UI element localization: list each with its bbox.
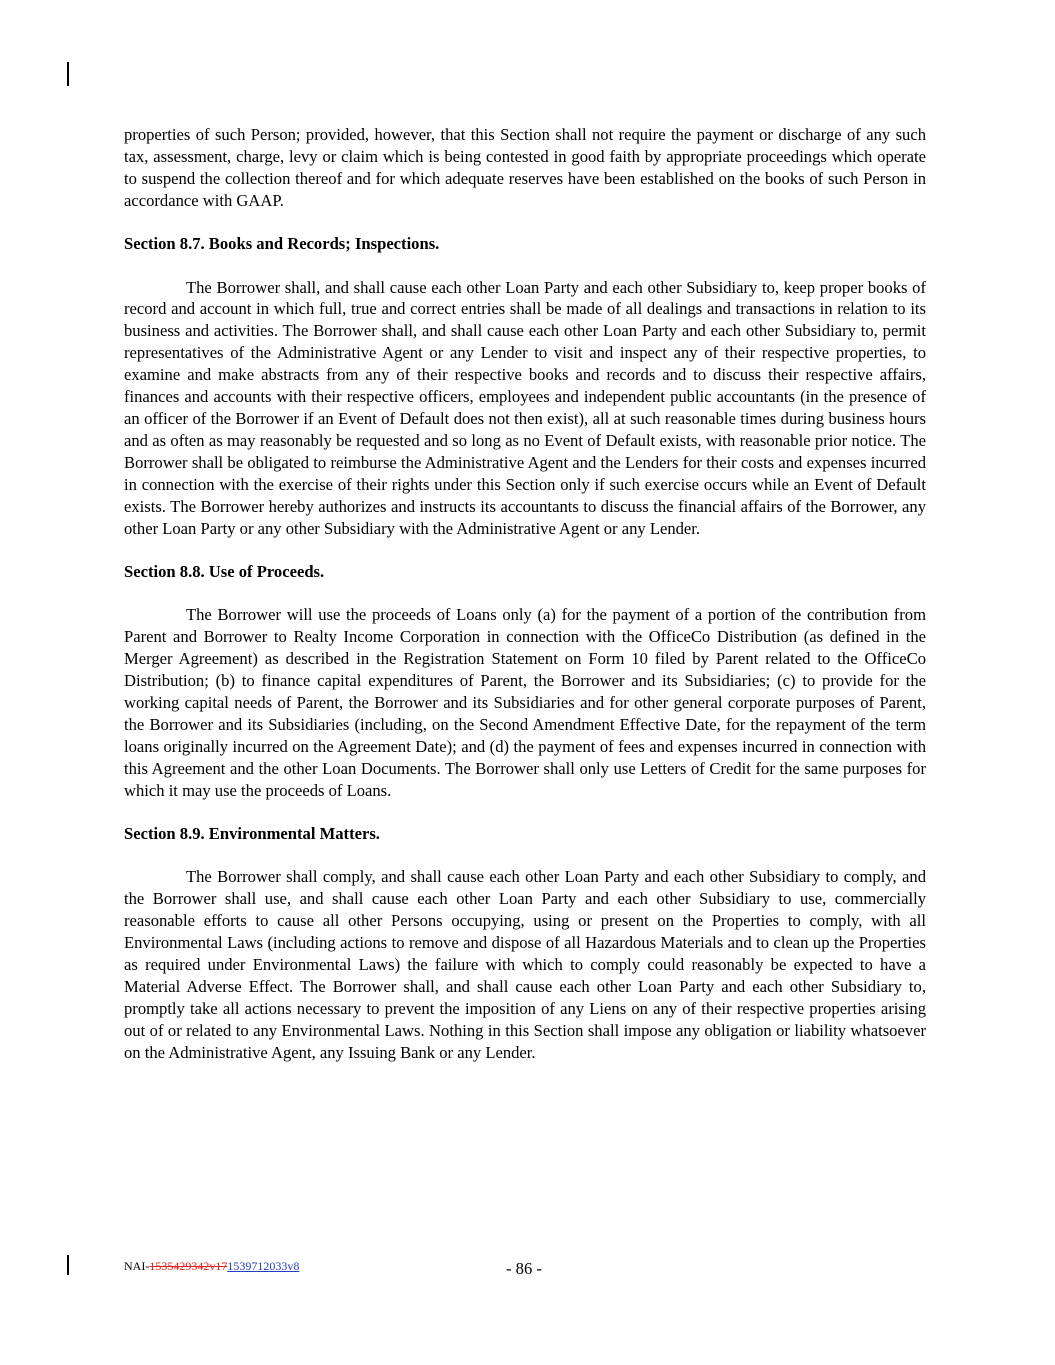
section-heading-8-9: Section 8.9. Environmental Matters. xyxy=(124,823,380,843)
page-number: - 86 - xyxy=(506,1259,542,1278)
section-heading-8-8: Section 8.8. Use of Proceeds. xyxy=(124,561,325,581)
paragraph-continuation: properties of such Person; provided, however, that this Section shall not require the payment or discharge of any such tax, assessment, charge, levy or claim which is being contested in good faith by appropriate proceedings which operate to suspend the collection thereof and for which adequate reserves have been established on the books of such Person in accordance with GAAP. xyxy=(124,125,926,210)
section-body-8-8: The Borrower will use the proceeds of Loans only (a) for the payment of a portion of the contribution from Parent and Borrower to Realty Income Corporation in connection with the OfficeCo Distribution (as defined in the Merger Agreement) as described in the Registration Statement on Form 10 filed by Parent related to the OfficeCo Distribution; (b) to finance capital expenditures of Parent, the Borrower and its Subsidiaries; (c) to provide for the working capital needs of Parent, the Borrower and its Subsidiaries and for other general corporate purposes of Parent, the Borrower and its Subsidiaries (including, on the Second Amendment Effective Date, for the repayment of the term loans originally incurred on the Agreement Date); and (d) the payment of fees and expenses incurred in connection with this Agreement and the other Loan Documents. The Borrower shall only use Letters of Credit for the same purposes for which it may use the proceeds of Loans. xyxy=(124,605,926,800)
doc-id-inserted: 1539712033v8 xyxy=(227,1259,300,1273)
section-heading-8-7: Section 8.7. Books and Records; Inspections. xyxy=(124,234,440,254)
doc-id-prefix: NAI- xyxy=(124,1259,150,1273)
footer-document-id xyxy=(124,1259,299,1274)
document-body xyxy=(124,124,926,1064)
doc-id-deleted: 1535429342v17 xyxy=(149,1259,228,1273)
change-bar-footer xyxy=(67,1255,69,1275)
change-bar-top xyxy=(67,62,69,86)
section-body-8-9: The Borrower shall comply, and shall cause each other Loan Party and each other Subsidiary to comply, and the Borrower shall use, and shall cause each other Loan Party and each other Subsidiary to use, commercially reasonable efforts to cause all other Persons occupying, using or present on the Properties to comply, with all Environmental Laws (including actions to remove and dispose of all Hazardous Materials and to clean up the Properties as required under Environmental Laws) the failure with which to comply could reasonably be expected to have a Material Adverse Effect. The Borrower shall, and shall cause each other Loan Party and each other Subsidiary to, promptly take all actions necessary to prevent the imposition of any Liens on any of their respective properties arising out of or related to any Environmental Laws. Nothing in this Section shall impose any obligation or liability whatsoever on the Administrative Agent, any Issuing Bank or any Lender. xyxy=(124,867,926,1062)
section-body-8-7: The Borrower shall, and shall cause each other Loan Party and each other Subsidiary to, keep proper books of record and account in which full, true and correct entries shall be made of all dealings and transactions in relation to its business and activities. The Borrower shall, and shall cause each other Loan Party and each other Subsidiary to, permit representatives of the Administrative Agent or any Lender to visit and inspect any of their respective properties, to examine and make abstracts from any of their respective books and records and to discuss their respective affairs, finances and accounts with their respective officers, employees and independent public accountants (in the presence of an officer of the Borrower if an Event of Default does not then exist), all at such reasonable times during business hours and as often as may reasonably be requested and so long as no Event of Default exists, with reasonable prior notice. The Borrower shall be obligated to reimburse the Administrative Agent and the Lenders for their costs and expenses incurred in connection with the exercise of their rights under this Section only if such exercise occurs while an Event of Default exists. The Borrower hereby authorizes and instructs its accountants to discuss the financial affairs of the Borrower, any other Loan Party or any other Subsidiary with the Administrative Agent or any Lender. xyxy=(124,277,926,538)
